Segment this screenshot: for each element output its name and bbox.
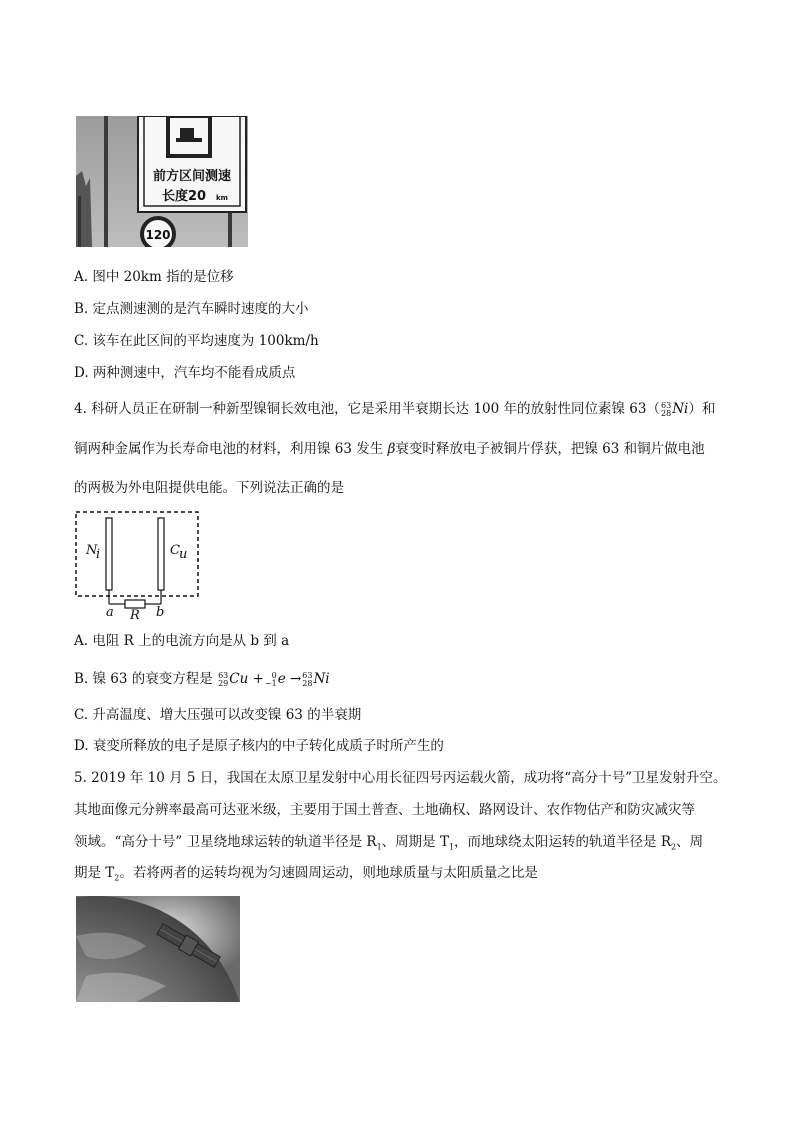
q3-option-c: C. 该车在此区间的平均速度为 100km/h (74, 333, 319, 349)
satellite-earth-photo (76, 896, 240, 1002)
q4-stem-line2: 铜两种金属作为长寿命电池的材料，利用镍 63 发生 β衰变时释放电子被铜片俘获，把镍 63 和铜片做电池 (74, 441, 705, 457)
speed-limit-label: 120 (145, 228, 171, 242)
electron-nuclide: 0 −1 (264, 670, 277, 688)
ni-nuclide: 63 28 (661, 400, 672, 418)
q4-stem-line3: 的两极为外电阻提供电能。下列说法正确的是 (74, 480, 344, 496)
node-a-label: a (106, 605, 114, 620)
right-plate-label: C (170, 543, 180, 558)
q5-stem-line2: 其地面像元分辨率最高可达亚米级，主要用于国土普查、土地确权、路网设计、农作物估产和防灾减灾等 (74, 802, 695, 818)
resistor-label: R (130, 608, 140, 620)
q3-option-b: B. 定点测速测的是汽车瞬时速度的大小 (74, 301, 309, 317)
q4-option-b: B. 镍 63 的衰变方程是 63 29 Cu + 0 −1 e → 63 28 Ni (74, 670, 330, 688)
q5-stem-line4: 期是 $T_2$。若将两者的运转均视为匀速圆周运动，则地球质量与太阳质量之比是 (74, 865, 538, 883)
sign-unit: km (216, 194, 228, 202)
sign-line1: 前方区间测速 (152, 169, 232, 184)
cu-nuclide: 63 29 (218, 670, 229, 688)
left-plate-label: N (86, 543, 98, 558)
q3-option-d: D. 两种测速中，汽车均不能看成质点 (74, 365, 296, 381)
q4-option-a: A. 电阻 R 上的电流方向是从 b 到 a (74, 633, 290, 649)
q4-option-d: D. 衰变所释放的电子是原子核内的中子转化成质子时所产生的 (74, 738, 444, 754)
q5-stem-line3: 领域。“高分十号” 卫星绕地球运转的轨道半径是 $R_1$、周期是 $T_1$，而地球绕太阳运转的轨道半径是 $R_2$、周 (74, 834, 704, 852)
speed-sign-illustration (76, 116, 248, 247)
sign-line2: 长度20 (161, 189, 207, 204)
left-plate-sub: i (96, 547, 101, 562)
q5-stem-line1: 5. 2019 年 10 月 5 日，我国在太原卫星发射中心用长征四号丙运载火箭，成功将“高分十号”卫星发射升空。 (74, 770, 727, 786)
speed-sign-photo (76, 116, 248, 247)
right-plate-sub: u (179, 547, 188, 562)
ni-product-nuclide: 63 28 (302, 670, 313, 688)
battery-circuit-diagram (74, 508, 200, 620)
node-b-label: b (156, 605, 165, 620)
q3-option-a: A. 图中 20km 指的是位移 (74, 269, 234, 285)
q4-stem-line1: 4. 科研人员正在研制一种新型镍铜长效电池，它是采用半衰期长达 100 年的放射性同位素镍 63（ 63 28 Ni）和 (74, 400, 716, 418)
q4-option-c: C. 升高温度、增大压强可以改变镍 63 的半衰期 (74, 707, 362, 723)
